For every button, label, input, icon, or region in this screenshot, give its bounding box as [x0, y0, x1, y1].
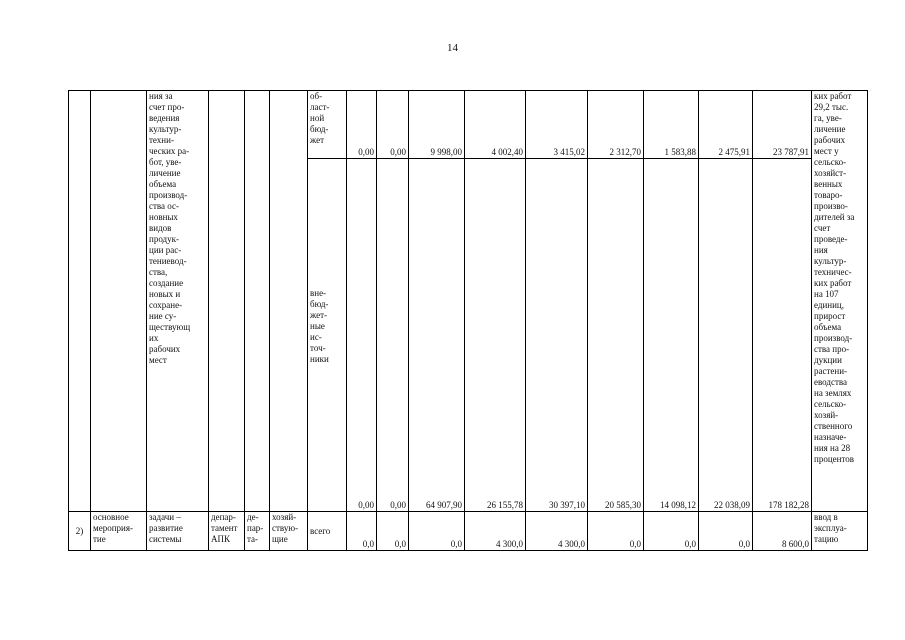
value-cell: 0,00 — [347, 159, 377, 512]
value-cell: 0,00 — [377, 91, 409, 159]
value-cell: 178 182,28 — [753, 159, 812, 512]
cell-executor-2: де- пар- та- — [245, 512, 270, 551]
value-cell: 4 300,0 — [526, 512, 588, 551]
value-cell: 22 038,09 — [699, 159, 753, 512]
value-cell: 20 585,30 — [588, 159, 644, 512]
cell-source-extrabudget: вне- бюд- жет- ные ис- точ- ники — [308, 159, 347, 512]
cell-result: ввод в эксплуа- тацию — [812, 512, 868, 551]
value-cell: 0,00 — [347, 91, 377, 159]
value-cell: 0,0 — [409, 512, 465, 551]
value-cell: 0,0 — [699, 512, 753, 551]
cell-source-total: всего — [308, 512, 347, 551]
value-cell: 23 787,91 — [753, 91, 812, 159]
value-cell: 2 475,91 — [699, 91, 753, 159]
cell-executor — [209, 91, 245, 512]
cell-source-regional: об- ласт- ной бюд- жет — [308, 91, 347, 159]
cell-task: ния за счет про- ведения культур- техни- ческих ра- бот, уве- личение объема производ- ства ос- новных видов продук- ции рас- тениевод- ства, создание новых и сохране- ние су- ществующ их рабочих мест — [147, 91, 209, 512]
cell-num — [69, 91, 91, 512]
cell-executor: депар- тамент АПК — [209, 512, 245, 551]
value-cell: 2 312,70 — [588, 91, 644, 159]
cell-task: задачи – развитие системы — [147, 512, 209, 551]
table-row — [69, 91, 868, 159]
value-cell: 0,00 — [377, 159, 409, 512]
value-cell: 4 300,0 — [465, 512, 526, 551]
value-cell: 1 583,88 — [644, 91, 699, 159]
cell-num: 2) — [69, 512, 91, 551]
value-cell: 0,0 — [377, 512, 409, 551]
value-cell: 0,0 — [588, 512, 644, 551]
value-cell: 3 415,02 — [526, 91, 588, 159]
cell-result: ких работ 29,2 тыс. га, уве- личение рабочих мест у сельско- хозяйст- венных товаро- произво- дителей за счет проведе- ния культур- техничес- ких работ на 107 единиц, прирост объема производ- ства про- дукции растени- еводства на землях сельско- хозяй- ственного назначе- ния на 28 процентов — [812, 91, 868, 512]
cell-participant: хозяй- ствую- щие — [270, 512, 308, 551]
value-cell: 4 002,40 — [465, 91, 526, 159]
table-row — [69, 512, 868, 551]
value-cell: 64 907,90 — [409, 159, 465, 512]
value-cell: 8 600,0 — [753, 512, 812, 551]
page-number: 14 — [447, 42, 458, 54]
cell-type: основное мероприя- тие — [91, 512, 147, 551]
value-cell: 30 397,10 — [526, 159, 588, 512]
cell-executor-2 — [245, 91, 270, 512]
value-cell: 26 155,78 — [465, 159, 526, 512]
cell-participant — [270, 91, 308, 512]
value-cell: 9 998,00 — [409, 91, 465, 159]
value-cell: 14 098,12 — [644, 159, 699, 512]
budget-table — [68, 90, 868, 551]
cell-type — [91, 91, 147, 512]
value-cell: 0,0 — [347, 512, 377, 551]
value-cell: 0,0 — [644, 512, 699, 551]
